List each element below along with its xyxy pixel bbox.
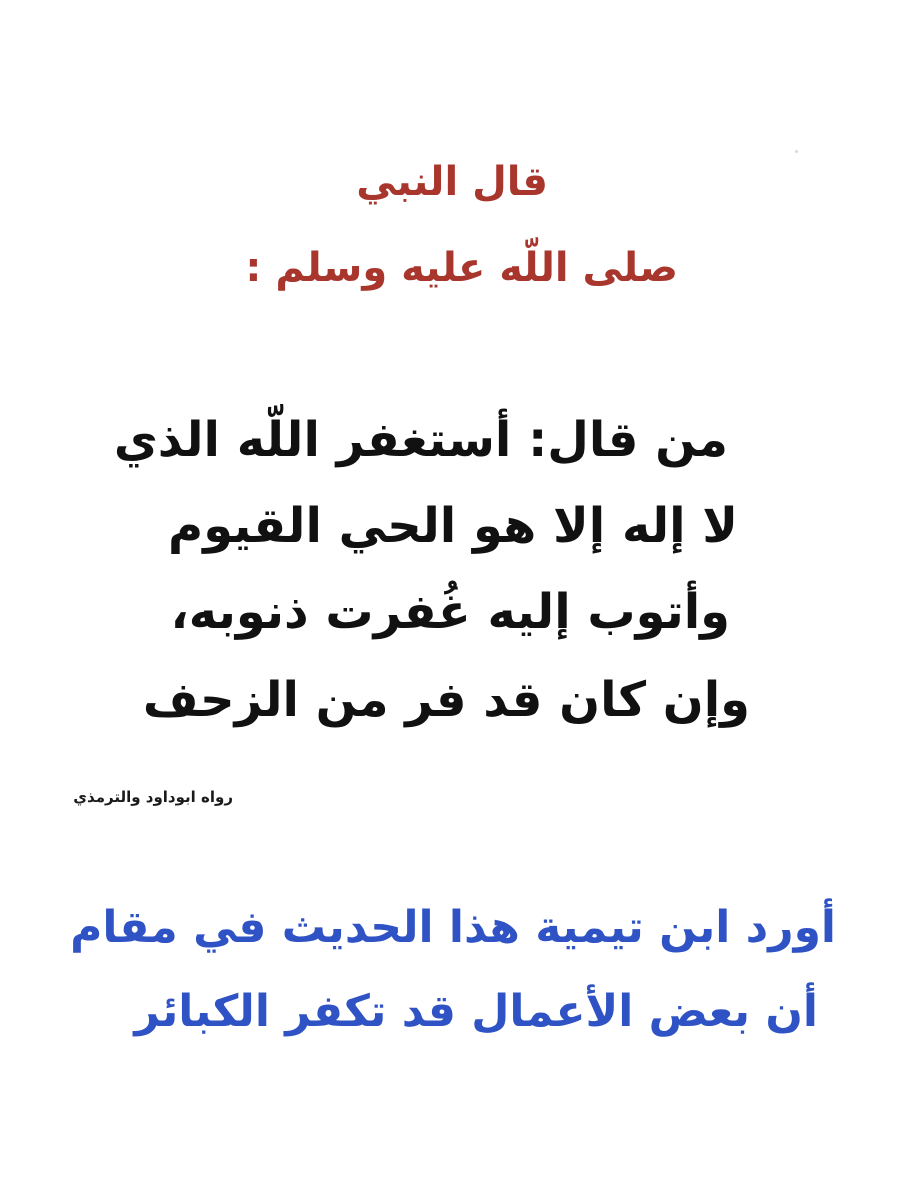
note-line-2: أن بعض الأعمال قد تكفر الكبائر [134,986,818,1037]
hadith-line-3: وأتوب إليه غُفرت ذنوبه، [170,584,730,640]
source-citation: رواه ابوداود والترمذي [73,788,233,806]
hadith-line-1: من قال: أستغفر اللّه الذي [113,412,728,468]
heading-line-1: قال النبي [356,159,548,205]
hadith-line-4: وإن كان قد فر من الزحف [142,672,750,728]
note-line-1: أورد ابن تيمية هذا الحديث في مقام [70,902,836,953]
dust-speck [795,150,798,153]
heading-line-2: صلى اللّه عليه وسلم : [245,245,678,291]
hadith-line-2: لا إله إلا هو الحي القيوم [168,498,738,554]
